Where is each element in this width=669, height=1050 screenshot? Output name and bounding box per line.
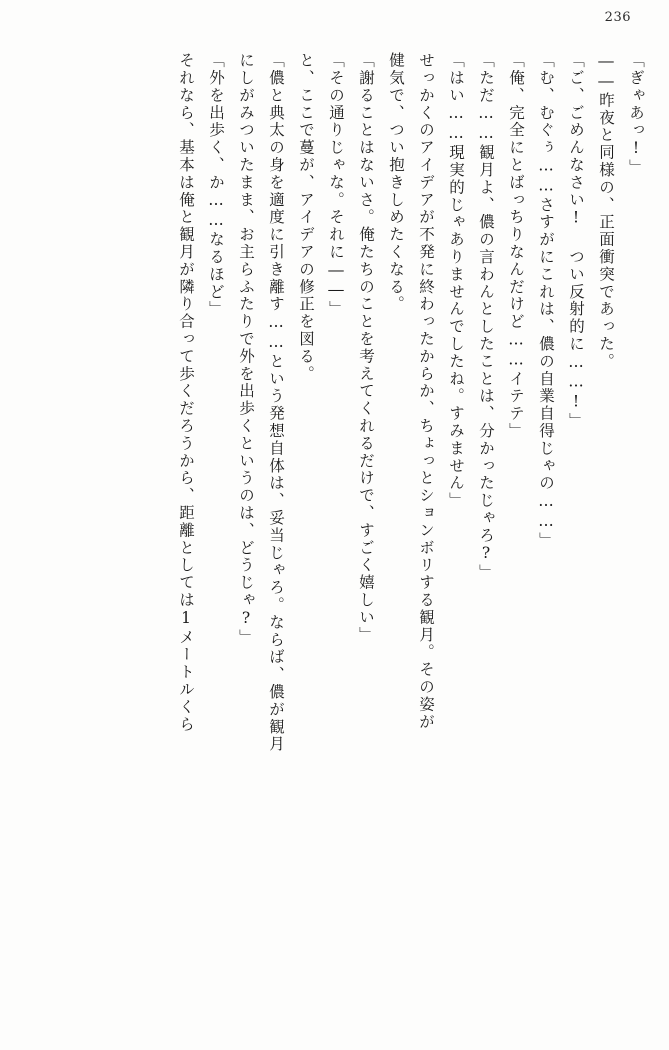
text-column: 「その通りじゃな。それに――」 (327, 52, 345, 318)
text-column: 「俺、完全にとばっちりなんだけど……イテテ」 (507, 52, 525, 440)
text-column: 「謝ることはないさ。俺たちのことを考えてくれるだけで、すごく嬉しい」 (357, 52, 375, 644)
text-column: 「む、むぐぅ……さすがにこれは、儂の自業自得じゃの……」 (537, 52, 555, 550)
vertical-text-body (26, 52, 643, 1024)
text-column: 健気で、つい抱きしめたくなる。 (387, 52, 405, 313)
text-column: 「儂と典太の身を適度に引き離す……という発想自体は、妥当じゃろ。ならば、儂が観月 (267, 52, 285, 753)
text-column: と、ここで蔓が、アイデアの修正を図る。 (297, 52, 315, 383)
page-number: 236 (604, 10, 631, 25)
text-column: ――昨夜と同様の、正面衝突であった。 (597, 52, 615, 371)
text-column: 「ただ……観月よ、儂の言わんとしたことは、分かったじゃろ?」 (477, 52, 495, 582)
text-column: 「外を出歩く、か……なるほど」 (207, 52, 225, 318)
text-column: 「はい……現実的じゃありませんでしたね。すみません」 (447, 52, 465, 510)
text-column: せっかくのアイデアが不発に終わったからか、ちょっとションボリする観月。その姿が (417, 52, 435, 731)
text-column: 「ご、ごめんなさい! つい反射的に……!」 (567, 52, 585, 430)
text-column: 「ぎゃあっ!」 (627, 52, 645, 177)
text-column: にしがみついたまま、お主らふたりで外を出歩くというのは、どうじゃ?」 (237, 52, 255, 647)
text-column: それなら、基本は俺と観月が隣り合って歩くだろうから、距離としては1メートルくら (177, 52, 195, 734)
